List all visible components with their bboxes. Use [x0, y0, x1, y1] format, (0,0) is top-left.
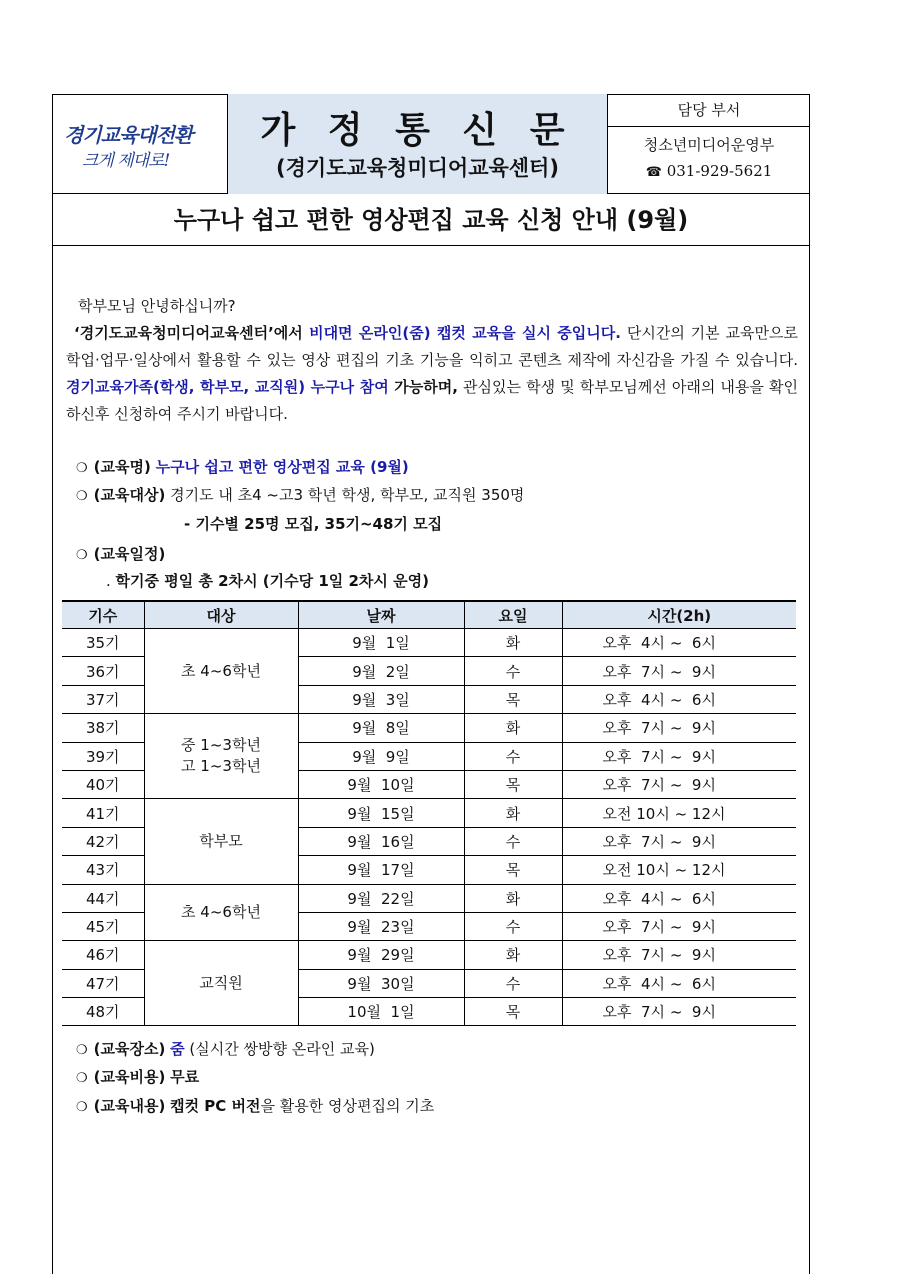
greeting-text: 학부모님 안녕하십니까? [78, 297, 236, 315]
item-edu-content: ❍ (교육내용) 캡컷 PC 버전을 활용한 영상편집의 기초 [76, 1097, 435, 1115]
table-row: 45기 9월 23일 수 오후 7시 ~ 9시 [62, 912, 796, 940]
item-edu-schedule: ❍ (교육일정) [76, 545, 166, 563]
bullet-icon: ❍ [76, 548, 88, 563]
item-target-note: - 기수별 25명 모집, 35기~48기 모집 [184, 515, 443, 533]
intro-s2: 비대면 온라인(줌) 캡컷 교육을 실시 중입니다. [309, 324, 621, 342]
group-cell: 초 4~6학년 [144, 629, 298, 714]
department-label: 담당 부서 [608, 94, 810, 127]
table-row: 37기 9월 3일 목 오후 4시 ~ 6시 [62, 685, 796, 713]
header-date: 날짜 [298, 601, 464, 629]
page-title: 가 정 통 신 문 [260, 110, 575, 151]
schedule-table [62, 600, 796, 1026]
title-box [228, 94, 608, 194]
logo-line-1: 경기교육대전환 [64, 123, 193, 147]
bullet-icon: ❍ [76, 461, 88, 476]
intro-s5: 가능하며, [388, 378, 458, 396]
table-header-row [62, 601, 796, 629]
department-phone [608, 162, 810, 180]
group-cell: 초 4~6학년 [144, 884, 298, 941]
table-row: 44기 초 4~6학년 9월 22일 화 오후 4시 ~ 6시 [62, 884, 796, 912]
table-row: 41기 학부모 9월 15일 화 오전 10시 ~ 12시 [62, 799, 796, 827]
table-row: 46기 교직원 9월 29일 화 오후 7시 ~ 9시 [62, 941, 796, 969]
department-box [608, 94, 810, 194]
page-subtitle: (경기도교육청미디어교육센터) [276, 156, 559, 180]
department-name: 청소년미디어운영부 [643, 136, 775, 154]
item-edu-target: ❍ (교육대상) 경기도 내 초4 ~고3 학년 학생, 학부모, 교직원 350명 [76, 486, 525, 504]
header-target: 대상 [144, 601, 298, 629]
phone-number: 031-929-5621 [666, 162, 773, 180]
bullet-icon: ❍ [76, 1043, 88, 1058]
intro-s4: 경기교육가족(학생, 학부모, 교직원) 누구나 참여 [66, 378, 389, 396]
group-cell: 중 1~3학년 고 1~3학년 [144, 714, 298, 799]
item-schedule-note: . 학기중 평일 총 2차시 (기수당 1일 2차시 운영) [106, 572, 429, 590]
intro-s1: ‘경기도교육청미디어교육센터’에서 [74, 324, 310, 342]
table-row: 35기 초 4~6학년 9월 1일 화 오후 4시 ~ 6시 [62, 629, 796, 657]
bullet-icon: ❍ [76, 1071, 88, 1086]
item-edu-place: ❍ (교육장소) 줌 (실시간 쌍방향 온라인 교육) [76, 1040, 375, 1058]
table-row: 43기 9월 17일 목 오전 10시 ~ 12시 [62, 856, 796, 884]
item-edu-name: ❍ (교육명) 누구나 쉽고 편한 영상편집 교육 (9월) [76, 458, 409, 476]
header-cohort: 기수 [62, 601, 144, 629]
table-row: 47기 9월 30일 수 오후 4시 ~ 6시 [62, 969, 796, 997]
bullet-icon: ❍ [76, 1100, 88, 1115]
logo-line-2: 크게 제대로! [82, 151, 170, 171]
subject-title: 누구나 쉽고 편한 영상편집 교육 신청 안내 (9월) [52, 194, 810, 246]
table-row: 38기 중 1~3학년 고 1~3학년 9월 8일 화 오후 7시 ~ 9시 [62, 714, 796, 742]
table-row: 48기 10월 1일 목 오후 7시 ~ 9시 [62, 998, 796, 1026]
table-row: 39기 9월 9일 수 오후 7시 ~ 9시 [62, 742, 796, 770]
table-row: 42기 9월 16일 수 오후 7시 ~ 9시 [62, 827, 796, 855]
table-row: 40기 9월 10일 목 오후 7시 ~ 9시 [62, 770, 796, 798]
intro-s6: 관심있는 학생 및 학부모님께선 아래의 내용을 확인 하신후 신청하여 주시기 바랍니다. [66, 378, 798, 423]
bullet-icon: ❍ [76, 489, 88, 504]
phone-icon: ☎ [645, 165, 662, 180]
group-cell: 학부모 [144, 799, 298, 884]
item-edu-cost: ❍ (교육비용) 무료 [76, 1068, 200, 1086]
logo [52, 94, 228, 194]
group-cell: 교직원 [144, 941, 298, 1026]
greeting [66, 293, 798, 320]
intro-s3: 단시간의 기본 교육만으로 학업·업무·일상에서 활용할 수 있는 영상 편집의 기초 기능을 익히고 콘텐츠 제작에 자신감을 가질 수 있습니다. [66, 324, 798, 369]
intro-paragraph [66, 320, 798, 428]
header-day: 요일 [464, 601, 562, 629]
table-row: 36기 9월 2일 수 오후 7시 ~ 9시 [62, 657, 796, 685]
letter-header [52, 94, 810, 194]
header-time: 시간(2h) [562, 601, 796, 629]
